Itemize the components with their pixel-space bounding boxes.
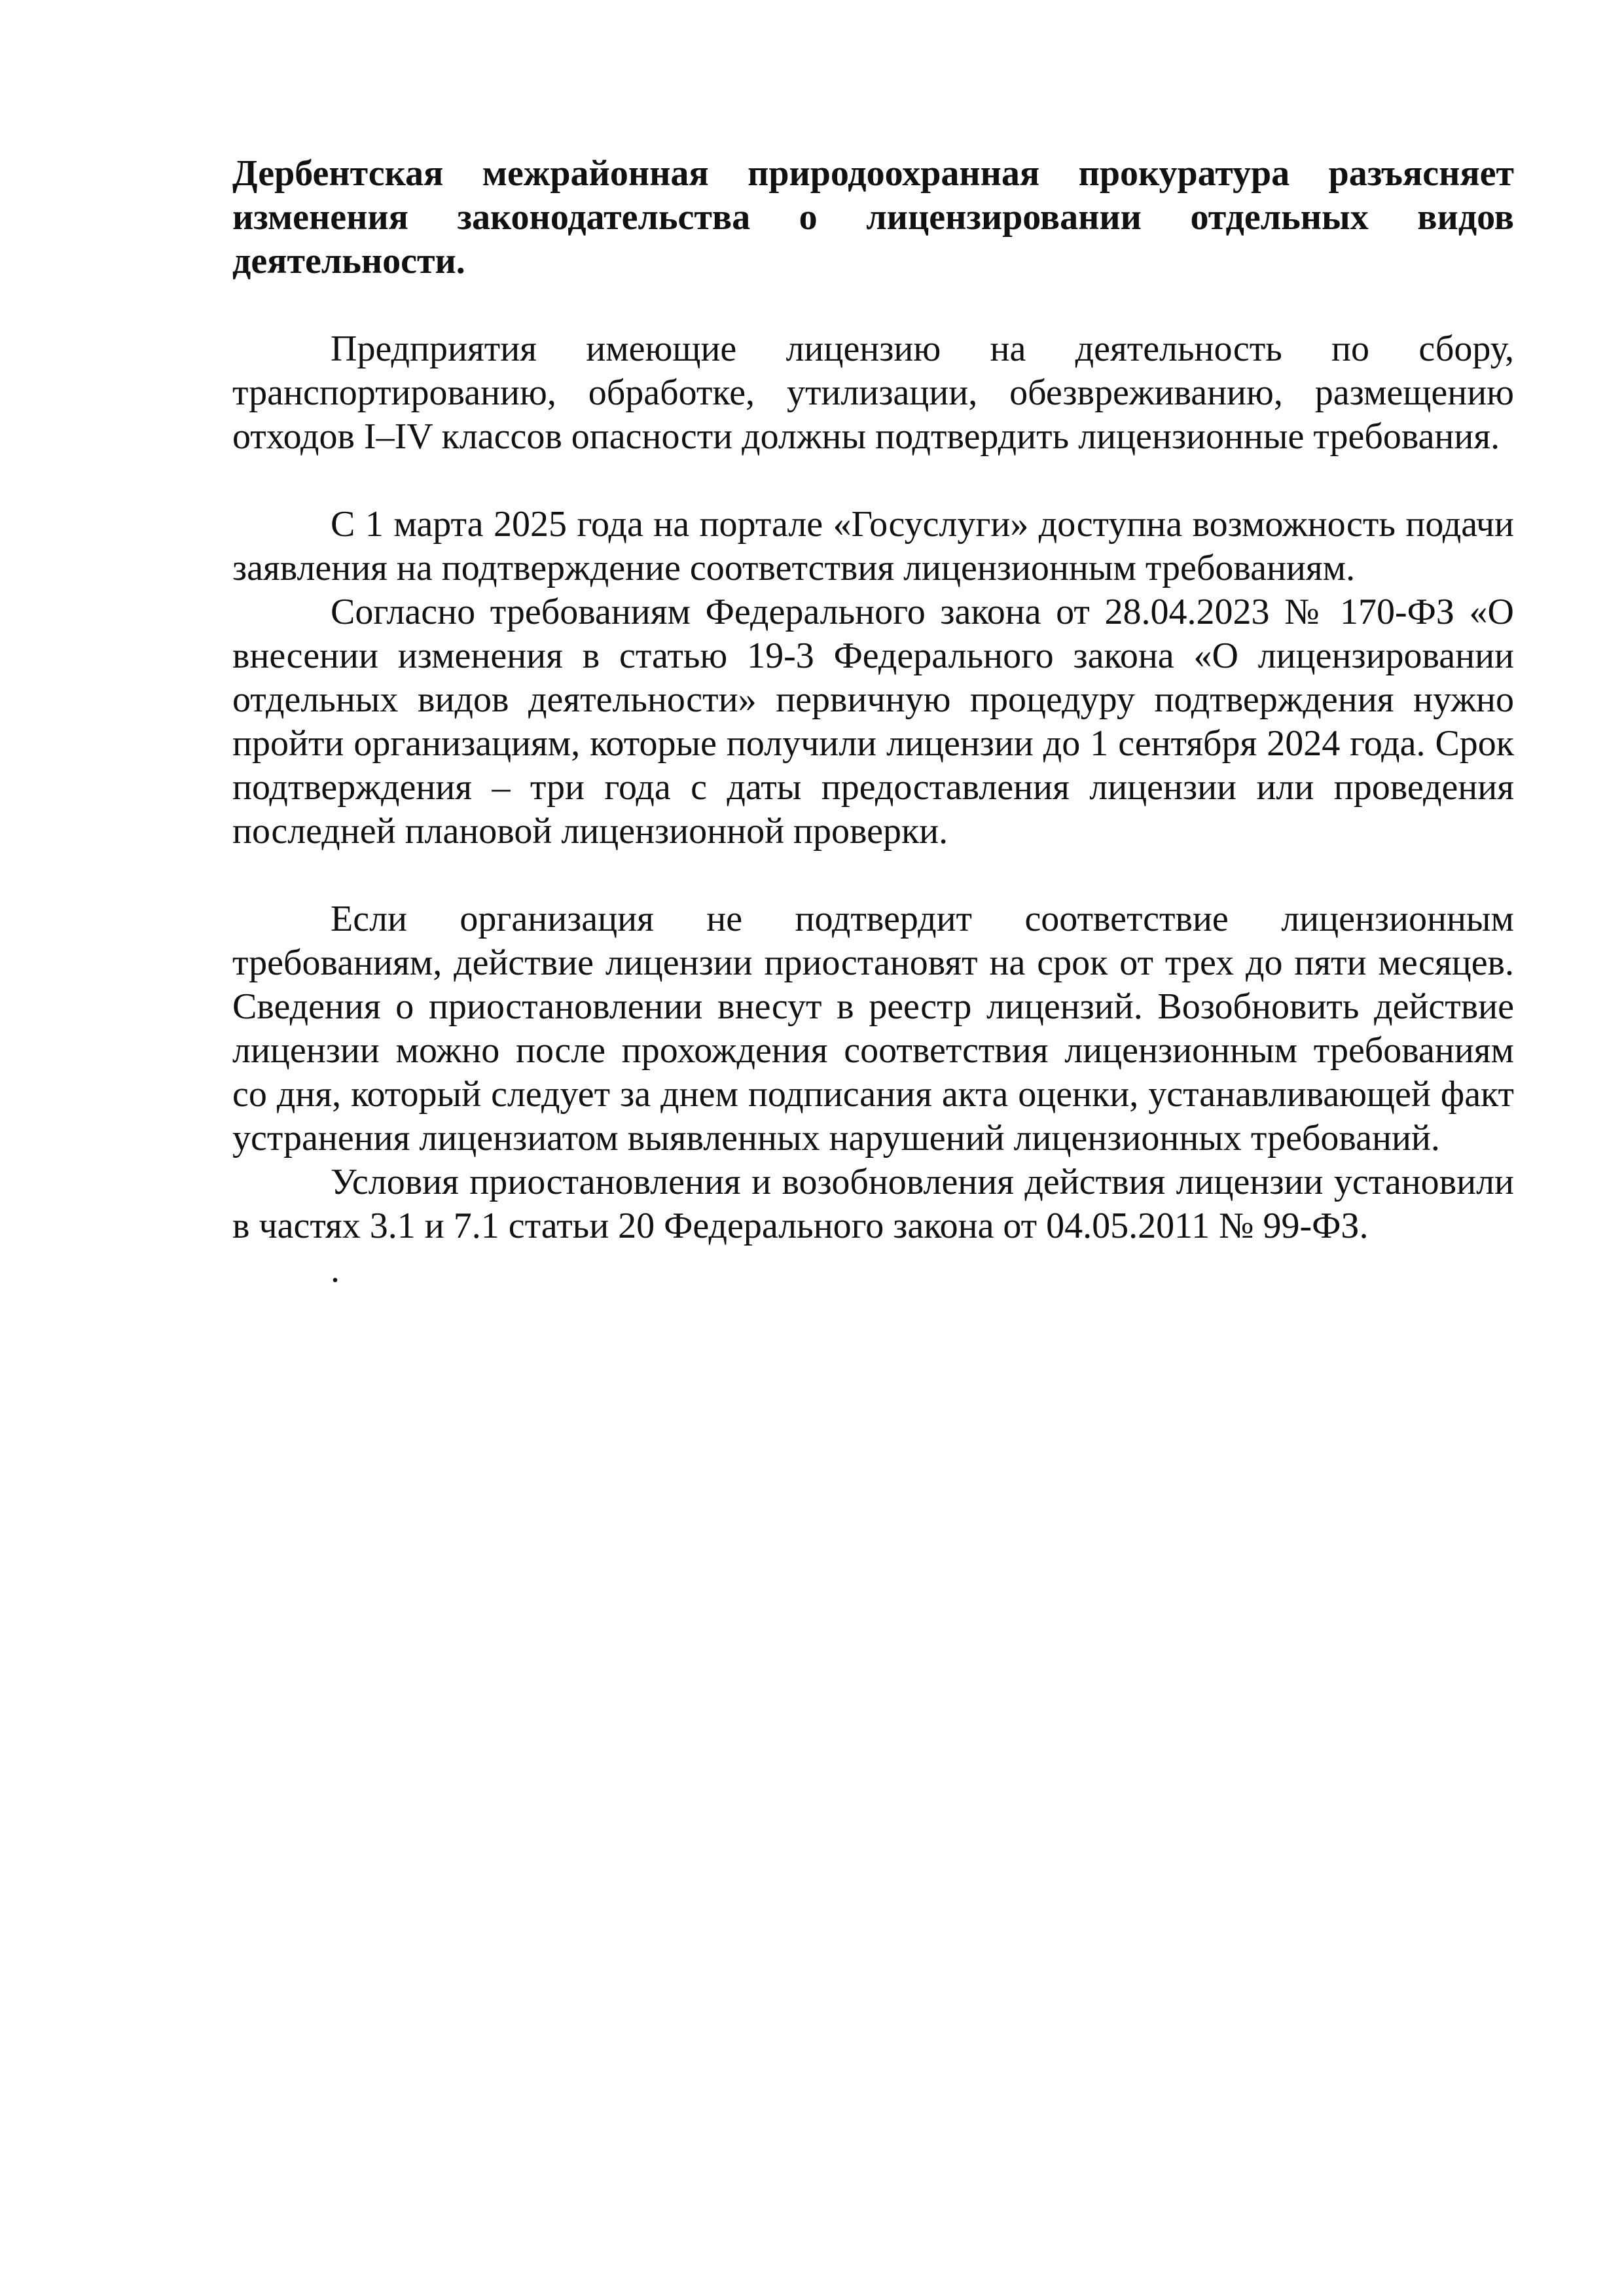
paragraph-conditions: Условия приостановления и возобновления действия лицензии установили в частях 3.1 и 7.1 статьи 20 Федерального закона от 04.05.2011 № 99-ФЗ. bbox=[232, 1162, 1514, 1246]
paragraph-license-holders: Предприятия имеющие лицензию на деятельность по сбору, транспортированию, обработке, утилизации, обезвреживанию, размещению отходов I–IV классов опасности должны подтвердить лицензионные требования. bbox=[232, 329, 1514, 457]
paragraph-federal-law-170: Согласно требованиям Федерального закона от 28.04.2023 № 170-ФЗ «О внесении изменения в статью 19-3 Федерального закона «О лицензировании отдельных видов деятельности» первичную процедуру подтверждения нужно пройти организациям, которые получили лицензии до 1 сентября 2024 года. Срок подтверждения – три года с даты предоставления лицензии или проведения последней плановой лицензионной проверки. bbox=[232, 592, 1514, 852]
spacer bbox=[232, 459, 1514, 503]
spacer bbox=[232, 853, 1514, 897]
paragraph-gosuslugi: С 1 марта 2025 года на портале «Госуслуги» доступна возможность подачи заявления на подтверждение соответствия лицензионным требованиям. bbox=[232, 504, 1514, 588]
paragraph-suspension: Если организация не подтвердит соответствие лицензионным требованиям, действие лицензии приостановят на срок от трех до пяти месяцев. Сведения о приостановлении внесут в реестр лицензий. Возобновить действие лицензии можно после прохождения соответствия лицензионным требованиям со дня, который следует за днем подписания акта оценки, устанавливающей факт устранения лицензиатом выявленных нарушений лицензионных требований. bbox=[232, 899, 1514, 1158]
trailing-dot: . bbox=[331, 1249, 340, 1290]
document-heading: Дербентская межрайонная природоохранная прокуратура разъясняет изменения законодательства о лицензировании отдельных видов деятельности. bbox=[232, 153, 1514, 281]
spacer bbox=[232, 283, 1514, 327]
document-body bbox=[232, 152, 1514, 1292]
